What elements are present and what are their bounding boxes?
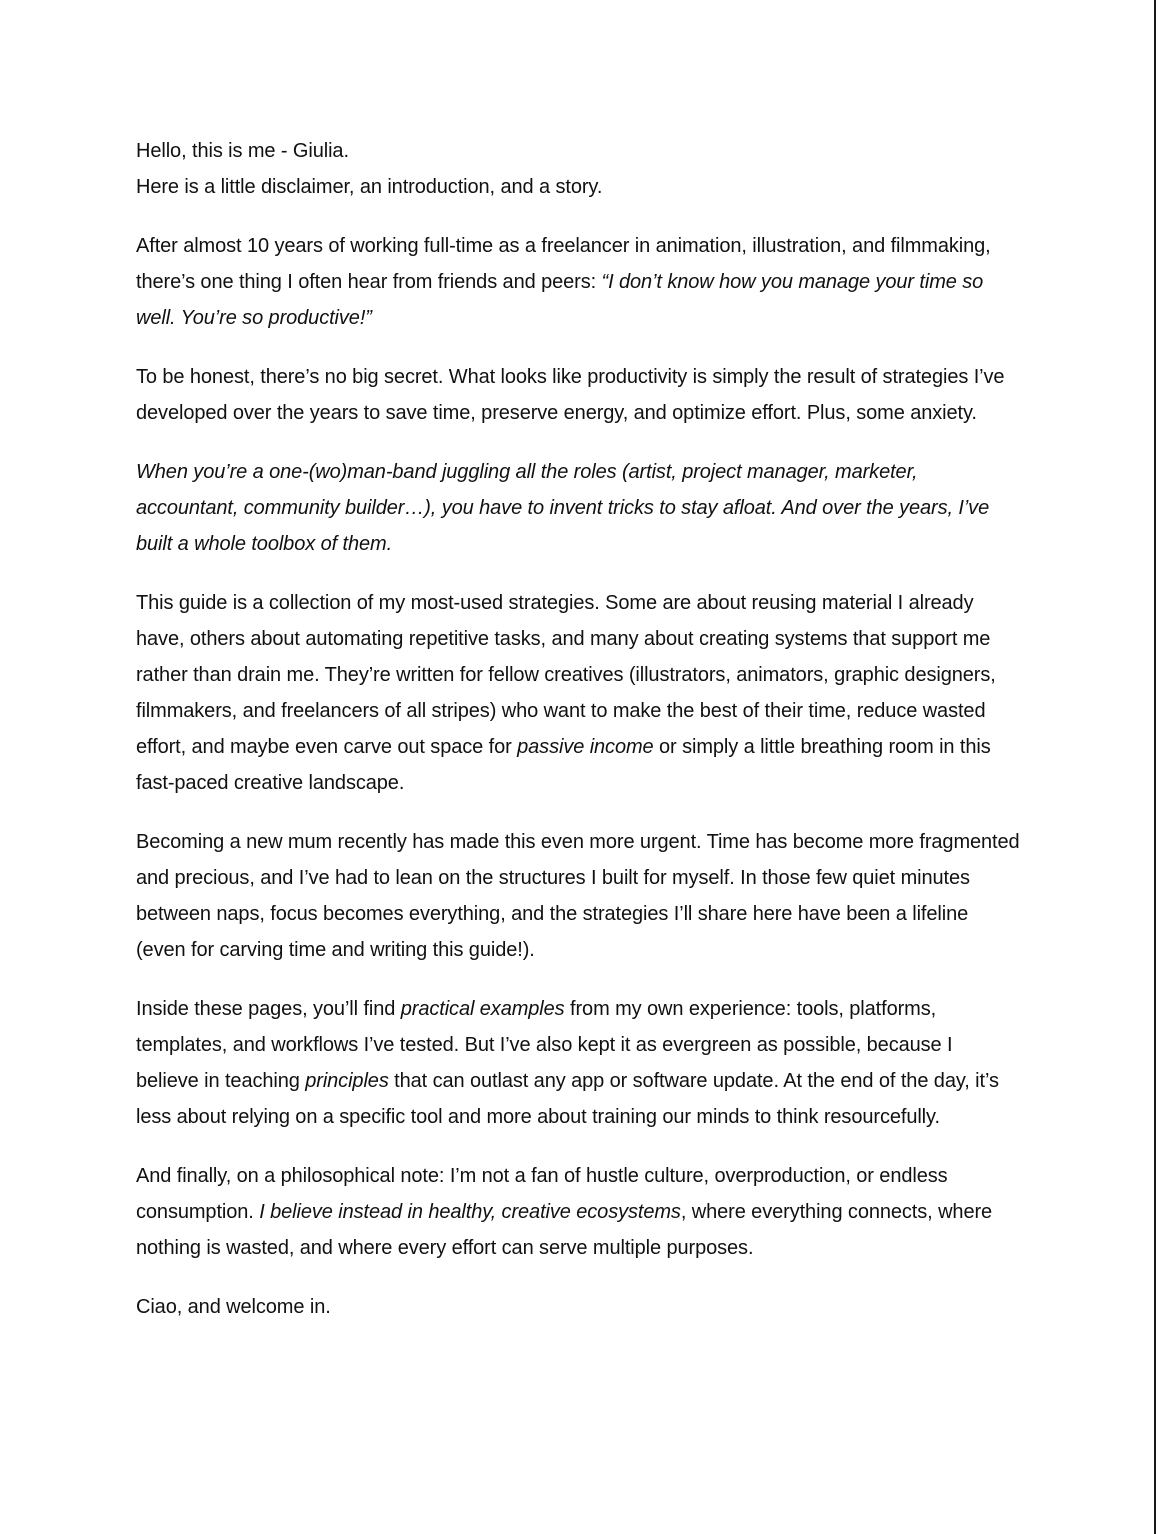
intro-paragraph xyxy=(136,228,1020,336)
passive-income-emphasis: passive income xyxy=(517,736,654,758)
closing-paragraph xyxy=(136,1289,1020,1325)
document-body xyxy=(136,133,1020,1348)
greeting-paragraph xyxy=(136,133,1020,205)
guide-paragraph xyxy=(136,585,1020,801)
principles-emphasis: principles xyxy=(305,1070,389,1092)
philosophy-text-a: And finally, on a philosophical note: I’m not a fan of hustle culture, overproduction, or endless consumption. xyxy=(136,1165,948,1223)
philosophy-paragraph xyxy=(136,1158,1020,1266)
one-woman-band-paragraph xyxy=(136,454,1020,562)
inside-text-b: from my own experience: tools, platforms, templates, and workflows I’ve tested. But I’ve also kept it as evergreen as possible, because I believe in teaching xyxy=(136,998,953,1092)
closing-text: Ciao, and welcome in. xyxy=(136,1296,331,1318)
honesty-paragraph xyxy=(136,359,1020,431)
new-mum-text: Becoming a new mum recently has made this even more urgent. Time has become more fragmented and precious, and I’ve had to lean on the structures I built for myself. In those few quiet minutes between naps, focus becomes everything, and the strategies I’ll share here have been a lifeline (even for carving time and writing this guide!). xyxy=(136,831,1020,961)
guide-text-a: This guide is a collection of my most-used strategies. Some are about reusing material I already have, others about automating repetitive tasks, and many about creating systems that support me rather than drain me. They’re written for fellow creatives (illustrators, animators, graphic designers, filmmakers, and freelancers of all stripes) who want to make the best of their time, reduce wasted effort, and maybe even carve out space for xyxy=(136,592,996,758)
disclaimer-line: Here is a little disclaimer, an introduction, and a story. xyxy=(136,176,603,198)
new-mum-paragraph xyxy=(136,824,1020,968)
inside-text-a: Inside these pages, you’ll find xyxy=(136,998,401,1020)
practical-examples-emphasis: practical examples xyxy=(400,998,565,1020)
honesty-text: To be honest, there’s no big secret. What looks like productivity is simply the result of strategies I’ve developed over the years to save time, preserve energy, and optimize effort. Plus, some anxiety. xyxy=(136,366,1005,424)
greeting-line: Hello, this is me - Giulia. xyxy=(136,140,349,162)
philosophy-text-b: , where everything connects, where nothing is wasted, and where every effort can serve multiple purposes. xyxy=(136,1201,993,1259)
intro-text: After almost 10 years of working full-time as a freelancer in animation, illustration, and filmmaking, there’s one thing I often hear from friends and peers: xyxy=(136,235,991,293)
ecosystems-emphasis: I believe instead in healthy, creative ecosystems xyxy=(259,1201,681,1223)
inside-text-c: that can outlast any app or software update. At the end of the day, it’s less about relying on a specific tool and more about training our minds to think resourcefully. xyxy=(136,1070,999,1128)
inside-pages-paragraph xyxy=(136,991,1020,1135)
guide-text-b: or simply a little breathing room in this fast-paced creative landscape. xyxy=(136,736,991,794)
intro-quote: “I don’t know how you manage your time so well. You’re so productive!” xyxy=(136,271,984,329)
one-woman-band-text: When you’re a one-(wo)man-band juggling all the roles (artist, project manager, marketer, accountant, community builder…), you have to invent tricks to stay afloat. And over the years, I’ve built a whole toolbox of them. xyxy=(136,461,990,555)
